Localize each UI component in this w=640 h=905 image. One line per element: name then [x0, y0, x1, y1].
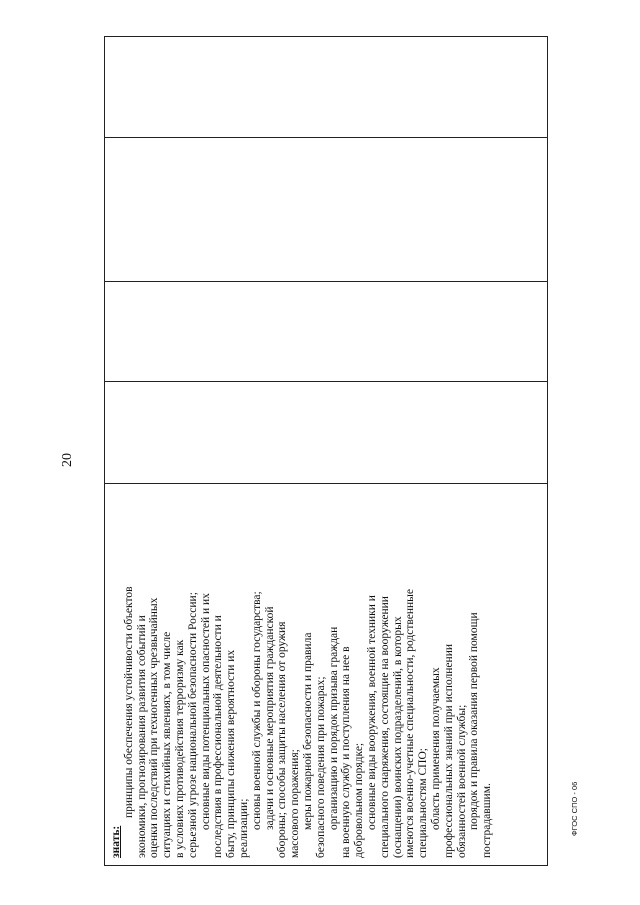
text-line: основы военной службы и обороны государства;	[250, 591, 263, 830]
text-line: область применения получаемых	[429, 667, 442, 830]
text-line: имеются военно-учетные специальности, родственные	[404, 588, 417, 858]
text-line: специального снаряжения, состоящие на вооружении	[378, 596, 391, 858]
text-line: последствия в профессиональной деятельности и	[212, 615, 225, 858]
text-line: пострадавшим.	[481, 783, 494, 858]
text-line: оценки последствий при техногенных чрезвычайных	[148, 597, 161, 858]
cell-heading: знать:	[110, 825, 122, 858]
footer-code: ФГОС СПО - 06	[570, 781, 579, 836]
text-line: (оснащении) воинских подразделений, в которых	[391, 616, 404, 858]
competency-cell	[106, 36, 546, 864]
text-line: специальностям СПО;	[417, 748, 430, 858]
text-line: обязанностей военной службы;	[455, 704, 468, 858]
text-line: принципы обеспечения устойчивости объектов	[122, 586, 135, 818]
text-line: порядок и правила оказания первой помощи	[468, 612, 481, 830]
text-line: меры пожарной безопасности и правила	[301, 632, 314, 830]
text-line: обороны; способы защиты населения от оружия	[276, 621, 289, 858]
text-line: организацию и порядок призыва граждан	[327, 626, 340, 830]
text-line: профессиональных знаний при исполнении	[442, 643, 455, 858]
page-number: 20	[60, 453, 75, 467]
text-line: быту, принципы снижения вероятности их	[225, 649, 238, 858]
text-line: экономики, прогнозирования развития событий и	[135, 615, 148, 858]
cell-lines	[123, 42, 494, 858]
text-line: добровольном порядке;	[353, 742, 366, 858]
text-line: на военную службу и поступления на нее в	[340, 646, 353, 858]
text-line: ситуациях и стихийных явлениях, в том числе	[161, 631, 174, 858]
text-line: основные виды вооружения, военной техники и	[365, 595, 378, 830]
text-line: серьезной угрозе национальной безопасности России;	[186, 592, 199, 858]
text-line: реализации;	[237, 798, 250, 858]
text-line: безопасного поведения при пожарах;	[314, 676, 327, 858]
text-line: в условиях противодействия терроризму как	[173, 639, 186, 858]
text-line: массового поражения;	[289, 749, 302, 858]
text-line: основные виды потенциальных опасностей и их	[199, 593, 212, 830]
text-line: задачи и основные мероприятия гражданской	[263, 606, 276, 830]
